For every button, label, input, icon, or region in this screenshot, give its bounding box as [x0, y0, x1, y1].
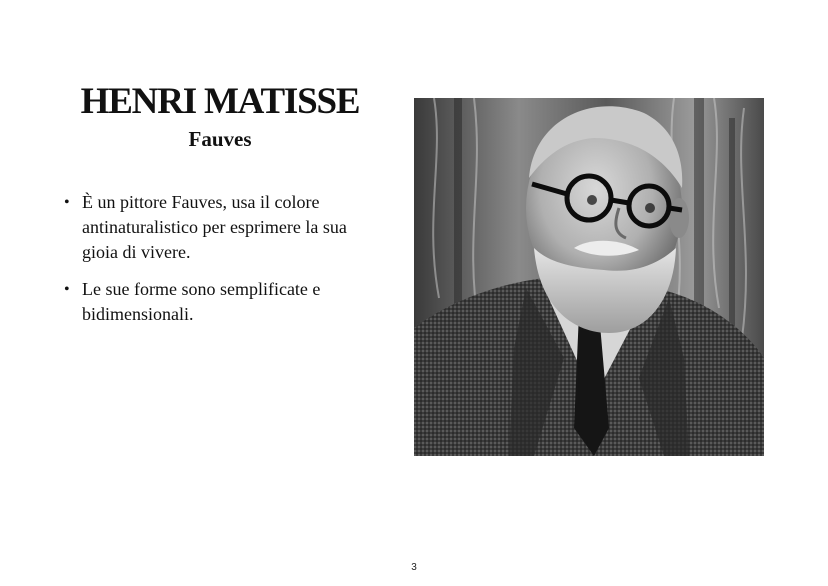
- bullet-text: È un pittore Fauves, usa il colore antinaturalistico per esprimere la sua gioia di vivere.: [82, 192, 347, 262]
- bullet-item: [64, 190, 364, 265]
- slide-title: HENRI MATISSE: [80, 81, 360, 122]
- bullet-marker: •: [64, 194, 70, 211]
- portrait-photo-icon: [414, 98, 764, 456]
- bullet-text: Le sue forme sono semplificate e bidimensionali.: [82, 279, 321, 324]
- page-number: 3: [411, 562, 417, 573]
- portrait-photo: [414, 98, 764, 456]
- bullet-marker: •: [64, 281, 70, 298]
- bullet-item: [64, 277, 364, 327]
- slide-subtitle: Fauves: [188, 127, 252, 151]
- bullet-list: [64, 190, 364, 339]
